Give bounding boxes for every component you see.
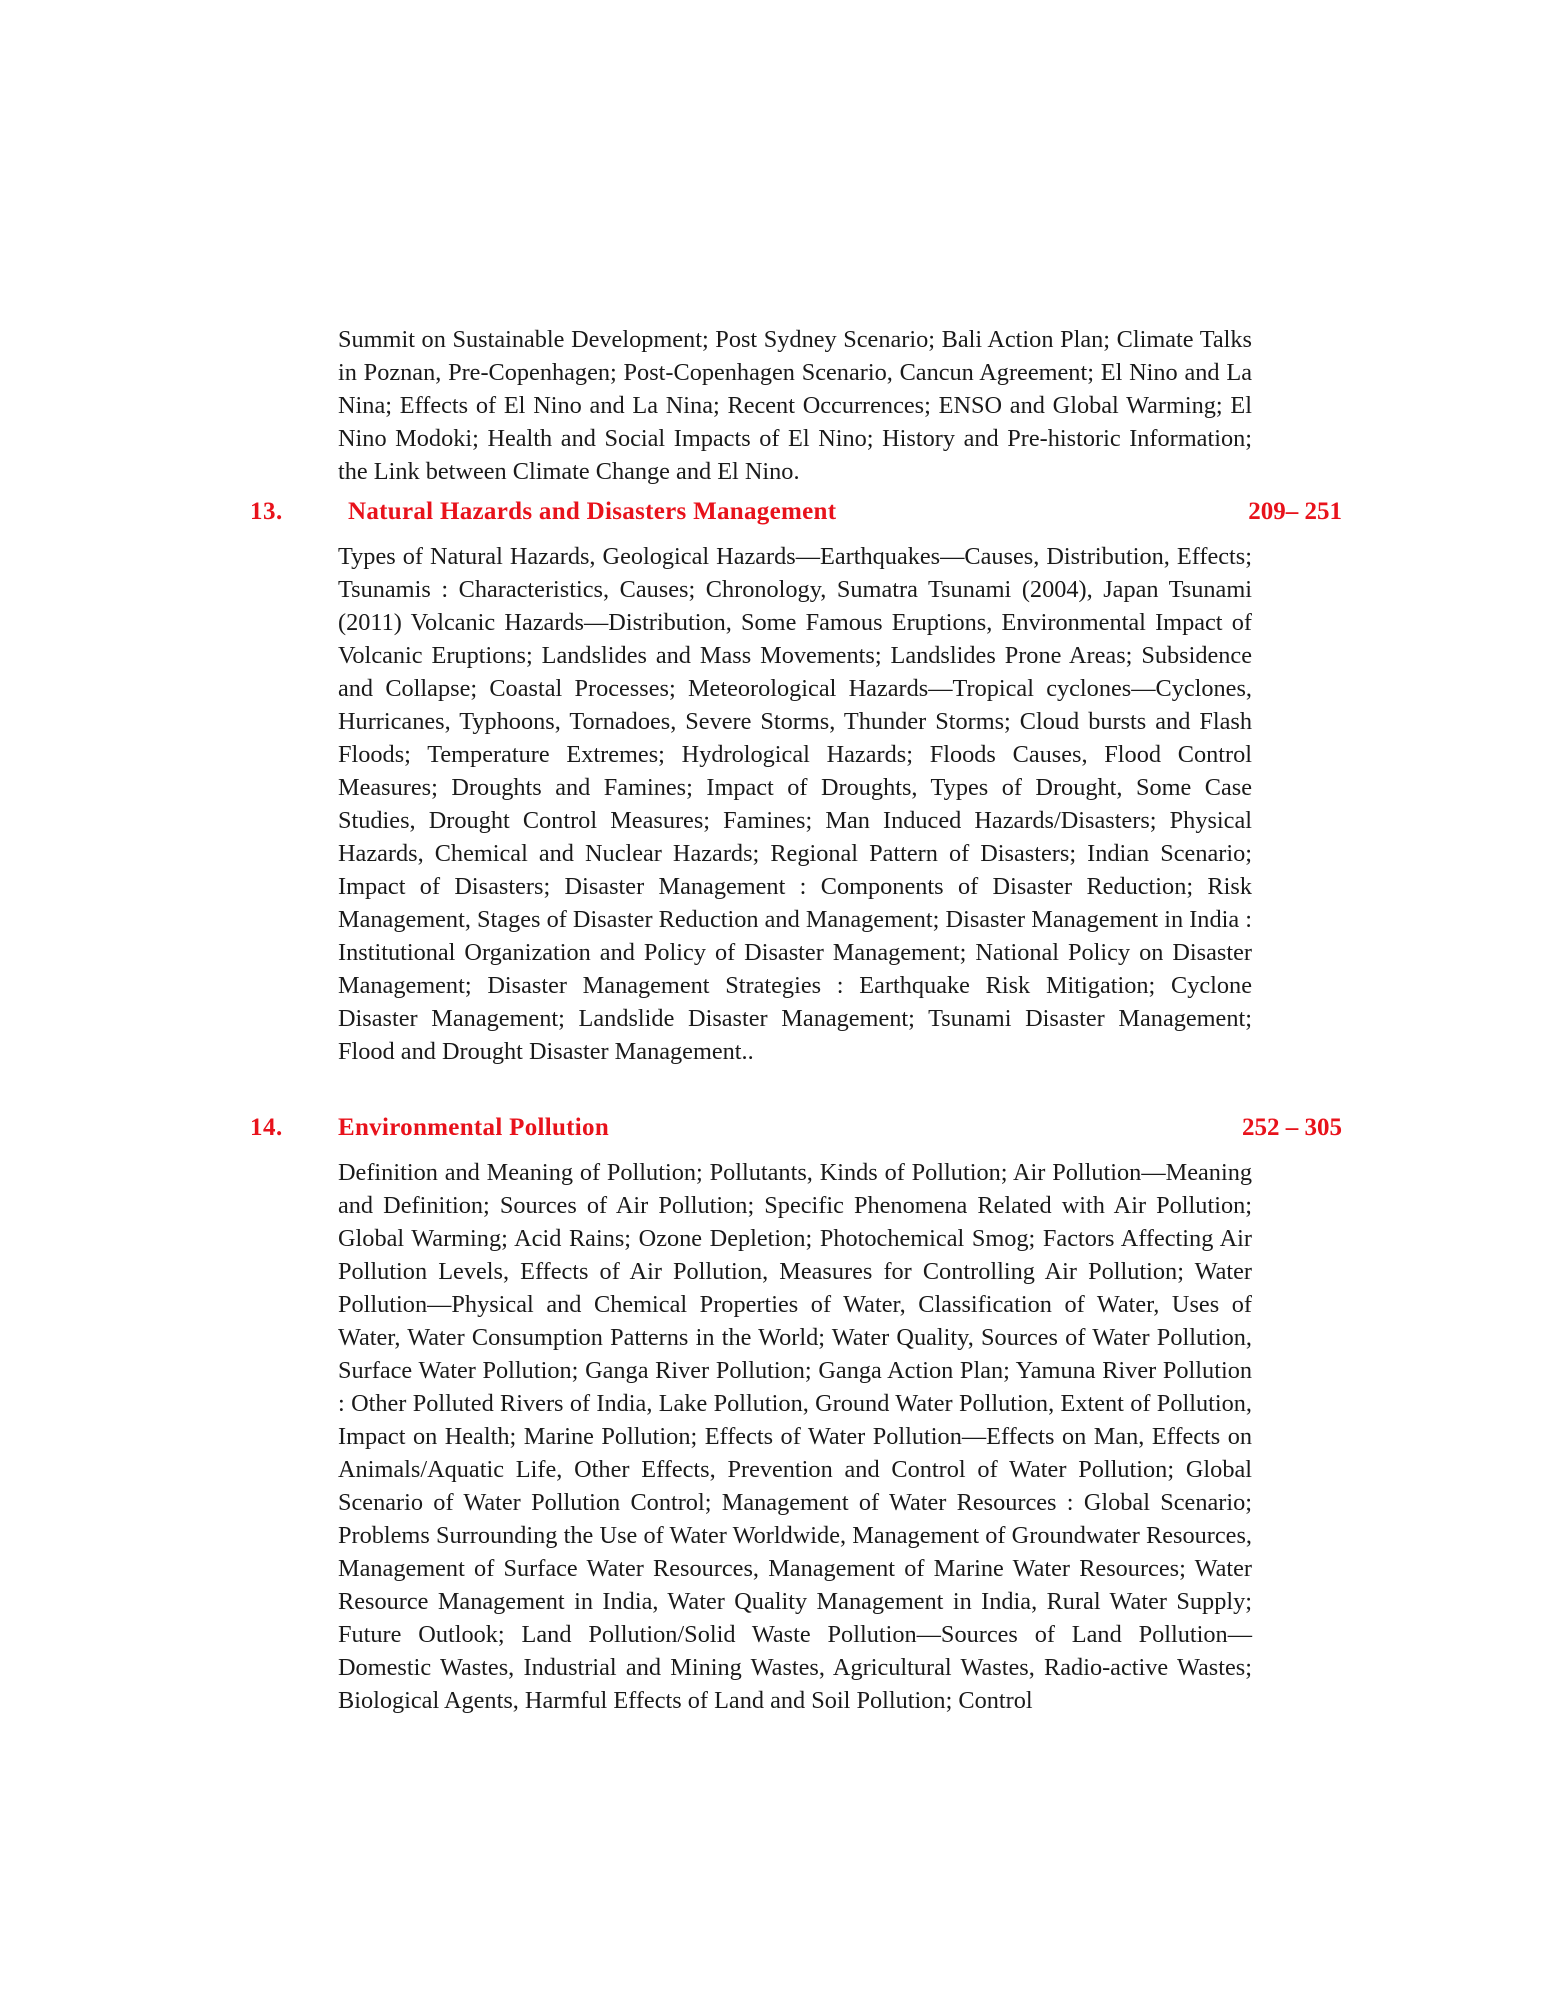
chapter-number: 14. [250, 1114, 283, 1141]
chapter-12-summary-continued: Summit on Sustainable Development; Post Sydney Scenario; Bali Action Plan; Climate Talks in Poznan, Pre-Copenhagen; Post-Copenhagen Scenario, Cancun Agreement; El Nino and La Nina; Effects of El Nino and La Nina; Recent Occurrences; ENSO and Global Warming; El Nino Modoki; Health and Social Impacts of El Nino; History and Pre-historic Information; the Link between Climate Change and El Nino. [338, 326, 1252, 485]
chapter-title: Natural Hazards and Disasters Management [348, 498, 837, 525]
chapter-13-heading [250, 498, 1342, 532]
chapter-page-range: 252 – 305 [1242, 1114, 1342, 1141]
chapter-13-summary: Types of Natural Hazards, Geological Hazards—Earthquakes—Causes, Distribution, Effects; Tsunamis : Characteristics, Causes; Chronology, Sumatra Tsunami (2004), Japan Tsunami (2011) Volcanic Hazards—Distribution, Some Famous Eruptions, Environmental Impact of Volcanic Eruptions; Landslides and Mass Movements; Landslides Prone Areas; Subsidence and Collapse; Coastal Processes; Meteorological Hazards—Tropical cyclones—Cyclones, Hurricanes, Typhoons, Tornadoes, Severe Storms, Thunder Storms; Cloud bursts and Flash Floods; Temperature Extremes; Hydrological Hazards; Floods Causes, Flood Control Measures; Droughts and Famines; Impact of Droughts, Types of Drought, Some Case Studies, Drought Control Measures; Famines; Man Induced Hazards/Disasters; Physical Hazards, Chemical and Nuclear Hazards; Regional Pattern of Disasters; Indian Scenario; Impact of Disasters; Disaster Management : Components of Disaster Reduction; Risk Management, Stages of Disaster Reduction and Management; Disaster Management in India : Institutional Organization and Policy of Disaster Management; National Policy on Disaster Management; Disaster Management Strategies : Earthquake Risk Mitigation; Cyclone Disaster Management; Landslide Disaster Management; Tsunami Disaster Management; Flood and Drought Disaster Management.. [338, 543, 1252, 1065]
chapter-title: Environmental Pollution [338, 1114, 610, 1141]
chapter-14-summary: Definition and Meaning of Pollution; Pollutants, Kinds of Pollution; Air Pollution—Meaning and Definition; Sources of Air Pollution; Specific Phenomena Related with Air Pollution; Global Warming; Acid Rains; Ozone Depletion; Photochemical Smog; Factors Affecting Air Pollution Levels, Effects of Air Pollution, Measures for Controlling Air Pollution; Water Pollution—Physical and Chemical Properties of Water, Classification of Water, Uses of Water, Water Consumption Patterns in the World; Water Quality, Sources of Water Pollution, Surface Water Pollution; Ganga River Pollution; Ganga Action Plan; Yamuna River Pollution : Other Polluted Rivers of India, Lake Pollution, Ground Water Pollution, Extent of Pollution, Impact on Health; Marine Pollution; Effects of Water Pollution—Effects on Man, Effects on Animals/Aquatic Life, Other Effects, Prevention and Control of Water Pollution; Global Scenario of Water Pollution Control; Management of Water Resources : Global Scenario; Problems Surrounding the Use of Water Worldwide, Management of Groundwater Resources, Management of Surface Water Resources, Management of Marine Water Resources; Water Resource Management in India, Water Quality Management in India, Rural Water Supply; Future Outlook; Land Pollution/Solid Waste Pollution—Sources of Land Pollution—Domestic Wastes, Industrial and Mining Wastes, Agricultural Wastes, Radio-active Wastes; Biological Agents, Harmful Effects of Land and Soil Pollution; Control [338, 1159, 1252, 1714]
chapter-number: 13. [250, 498, 283, 525]
chapter-14-heading [250, 1114, 1342, 1148]
chapter-page-range: 209– 251 [1248, 498, 1342, 525]
